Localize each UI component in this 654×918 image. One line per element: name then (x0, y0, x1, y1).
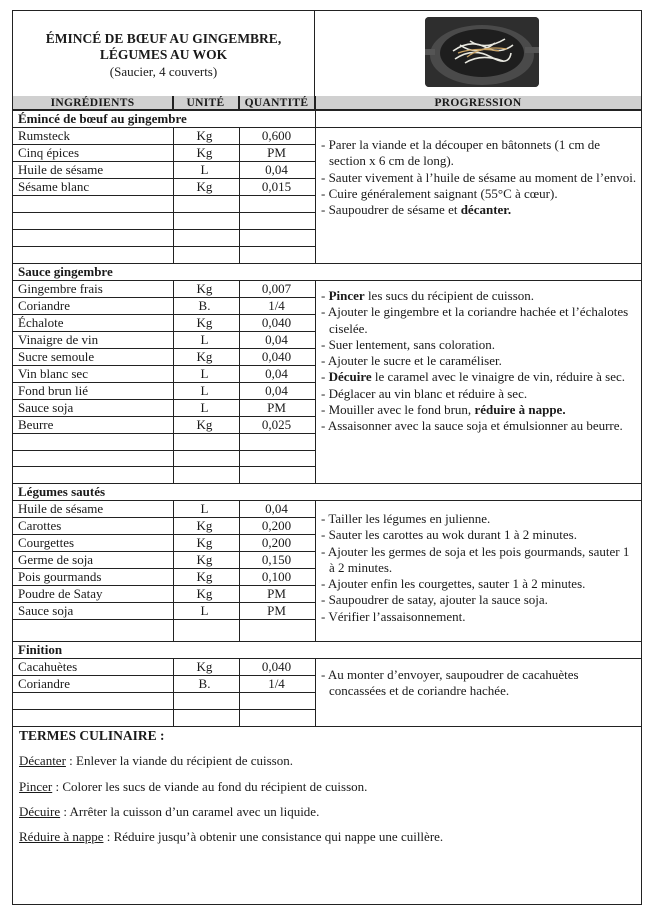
section-title: Légumes sautés (18, 484, 106, 499)
ingredient: Coriandre (18, 676, 70, 691)
unit: L (200, 400, 209, 415)
term-definition: : Colorer les sucs de viande au fond du récipient de cuisson. (52, 779, 368, 794)
step: - Décuire le caramel avec le vinaigre de vin, réduire à sec. (321, 369, 626, 385)
terms-title: TERMES CULINAIRE : (19, 728, 165, 743)
term-definition: : Enlever la viande du récipient de cuisson. (65, 753, 293, 768)
ingredient: Carottes (18, 518, 62, 533)
progression-steps (317, 137, 637, 218)
unit: L (200, 366, 209, 381)
unit: Kg (196, 659, 213, 674)
unit: Kg (196, 417, 213, 432)
term-entry (19, 779, 367, 795)
quantity: 0,04 (265, 332, 288, 347)
ingredient: Pois gourmands (18, 569, 102, 584)
ingredient: Sauce soja (18, 603, 74, 618)
term-definition: : Arrêter la cuisson d’un caramel avec un liquide. (60, 804, 320, 819)
term-word: Décuire (19, 804, 61, 819)
quantity: 0,040 (261, 315, 292, 330)
unit: L (200, 383, 209, 398)
ingredient: Sucre semoule (18, 349, 95, 364)
ingredient: Poudre de Satay (18, 586, 103, 601)
ingredient: Sésame blanc (18, 179, 90, 194)
recipe-sheet (12, 10, 642, 905)
quantity: 0,025 (261, 417, 292, 432)
col-unit: UNITÉ (173, 96, 239, 110)
unit: Kg (196, 569, 213, 584)
section-title: Sauce gingembre (18, 264, 113, 279)
ingredient: Échalote (18, 315, 64, 330)
quantity: 1/4 (268, 298, 285, 313)
quantity: 0,200 (261, 518, 292, 533)
step: - Parer la viande et la découper en bâtonnets (1 cm de section x 6 cm de long). (321, 137, 601, 169)
unit: Kg (196, 586, 213, 601)
term-entry (19, 753, 293, 769)
ingredient: Gingembre frais (18, 281, 103, 296)
step: - Sauter vivement à l’huile de sésame au moment de l’envoi. (321, 169, 637, 185)
wok-dish-photo (425, 17, 539, 87)
step: - Assaisonner avec la sauce soja et émulsionner au beurre. (321, 418, 623, 434)
quantity: 0,040 (261, 349, 292, 364)
term-entry (19, 829, 443, 845)
unit: Kg (196, 145, 213, 160)
col-quantity: QUANTITÉ (239, 96, 315, 110)
progression-steps (317, 511, 637, 625)
recipe-title-line1: ÉMINCÉ DE BŒUF AU GINGEMBRE, (45, 31, 282, 46)
section-title: Finition (18, 642, 63, 657)
unit: B. (198, 298, 211, 313)
unit: Kg (196, 535, 213, 550)
ingredient: Cacahuètes (18, 659, 78, 674)
step: - Ajouter le sucre et le caraméliser. (321, 353, 502, 369)
term-definition: : Réduire jusqu’à obtenir une consistance qui nappe une cuillère. (103, 829, 444, 844)
step: - Cuire généralement saignant (55°C à cœur). (321, 185, 558, 201)
col-progression: PROGRESSION (315, 96, 641, 110)
step: - Saupoudrer de satay, ajouter la sauce soja. (321, 592, 548, 608)
step: - Tailler les légumes en julienne. (321, 511, 491, 526)
unit: Kg (196, 128, 213, 143)
step: - Ajouter enfin les courgettes, sauter 1 à 2 minutes. (321, 576, 586, 592)
step: - Saupoudrer de sésame et décanter. (321, 202, 512, 218)
quantity: 0,600 (261, 128, 292, 143)
quantity: PM (267, 586, 286, 601)
col-ingredients: INGRÉDIENTS (13, 96, 173, 110)
step: - Mouiller avec le fond brun, réduire à nappe. (321, 402, 566, 418)
quantity: PM (267, 400, 286, 415)
ingredient: Huile de sésame (18, 501, 104, 516)
ingredient: Courgettes (18, 535, 75, 550)
quantity: 0,04 (265, 162, 288, 177)
recipe-subtitle: (Saucier, 4 couverts) (109, 64, 218, 79)
ingredient: Germe de soja (18, 552, 94, 567)
unit: Kg (196, 518, 213, 533)
term-entry (19, 804, 319, 820)
quantity: 0,04 (265, 383, 288, 398)
step: - Pincer les sucs du récipient de cuisson. (321, 288, 535, 303)
step: - Déglacer au vin blanc et réduire à sec. (321, 385, 528, 401)
term-word: Décanter (19, 753, 66, 768)
quantity: 0,150 (261, 552, 292, 567)
unit: Kg (196, 349, 213, 364)
step: - Sauter les carottes au wok durant 1 à 2 minutes. (321, 527, 577, 543)
quantity: 1/4 (268, 676, 285, 691)
term-word: Réduire à nappe (19, 829, 104, 844)
progression-steps (317, 288, 637, 435)
term-word: Pincer (19, 779, 53, 794)
ingredient: Beurre (18, 417, 54, 432)
unit: B. (198, 676, 211, 691)
quantity: 0,015 (261, 179, 292, 194)
step: - Au monter d’envoyer, saupoudrer de cacahuètes concassées et de coriandre hachée. (321, 667, 579, 699)
step: - Suer lentement, sans coloration. (321, 336, 496, 352)
unit: L (200, 501, 209, 516)
quantity: 0,04 (265, 366, 288, 381)
ingredient: Rumsteck (18, 128, 70, 143)
ingredient: Cinq épices (18, 145, 80, 160)
step: - Ajouter le gingembre et la coriandre hachée et l’échalotes ciselée. (321, 304, 629, 336)
ingredient: Coriandre (18, 298, 70, 313)
section-title: Émincé de bœuf au gingembre (18, 111, 187, 126)
quantity: PM (267, 145, 286, 160)
unit: Kg (196, 179, 213, 194)
progression-steps (317, 667, 637, 700)
quantity: 0,04 (265, 501, 288, 516)
ingredient: Sauce soja (18, 400, 74, 415)
quantity: 0,200 (261, 535, 292, 550)
ingredient: Fond brun lié (18, 383, 89, 398)
quantity: 0,040 (261, 659, 292, 674)
unit: Kg (196, 315, 213, 330)
quantity: 0,100 (261, 569, 292, 584)
step: - Ajouter les germes de soja et les pois gourmands, sauter 1 à 2 minutes. (321, 543, 630, 575)
recipe-title-line2: LÉGUMES AU WOK (99, 47, 228, 62)
header (13, 11, 641, 97)
step: - Vérifier l’assaisonnement. (321, 608, 466, 624)
unit: L (200, 603, 209, 618)
unit: Kg (196, 552, 213, 567)
unit: L (200, 162, 209, 177)
quantity: PM (267, 603, 286, 618)
ingredient: Vinaigre de vin (18, 332, 99, 347)
unit: L (200, 332, 209, 347)
unit: Kg (196, 281, 213, 296)
ingredient: Huile de sésame (18, 162, 104, 177)
ingredient: Vin blanc sec (18, 366, 88, 381)
title-block (13, 11, 315, 96)
quantity: 0,007 (261, 281, 292, 296)
